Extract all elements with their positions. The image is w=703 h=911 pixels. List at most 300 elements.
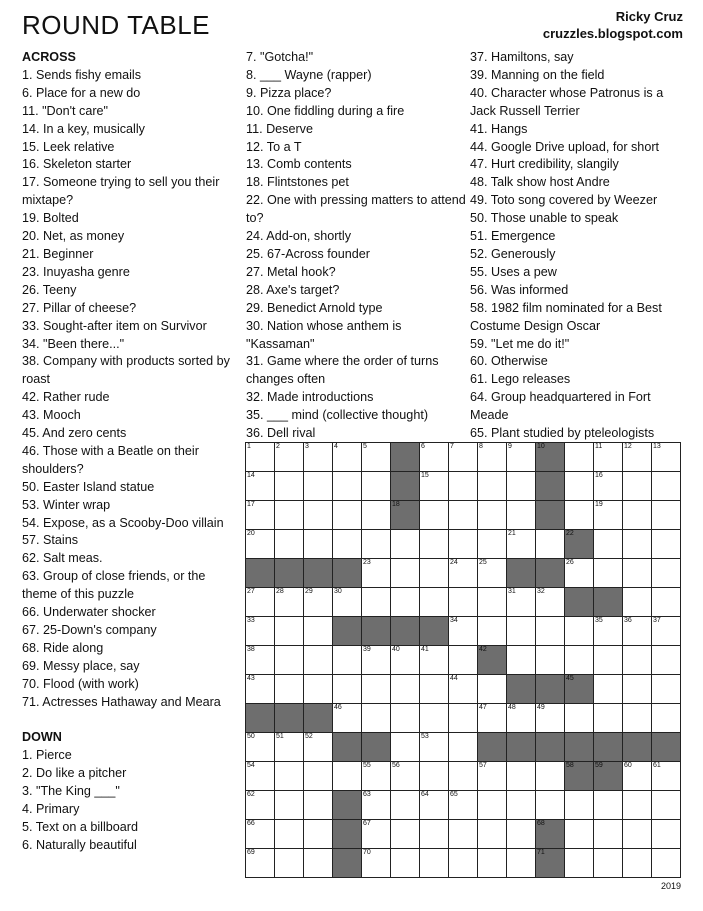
- grid-cell[interactable]: [652, 501, 681, 530]
- grid-block: [333, 849, 362, 878]
- grid-cell[interactable]: [391, 559, 420, 588]
- grid-cell[interactable]: [304, 791, 333, 820]
- grid-cell[interactable]: [333, 675, 362, 704]
- grid-cell[interactable]: [623, 762, 652, 791]
- grid-cell[interactable]: [449, 501, 478, 530]
- grid-cell[interactable]: [652, 704, 681, 733]
- cell-number: 44: [450, 675, 458, 682]
- grid-cell[interactable]: [362, 762, 391, 791]
- grid-cell[interactable]: [420, 791, 449, 820]
- grid-cell[interactable]: [594, 443, 623, 472]
- grid-cell[interactable]: [478, 530, 507, 559]
- grid-cell[interactable]: [478, 820, 507, 849]
- grid-block: [333, 820, 362, 849]
- grid-cell[interactable]: [449, 646, 478, 675]
- grid-block: [536, 849, 565, 878]
- grid-cell[interactable]: [478, 443, 507, 472]
- grid-cell[interactable]: [507, 530, 536, 559]
- cell-number: 49: [537, 704, 545, 711]
- cell-number: 10: [537, 443, 545, 450]
- clue: 26. Teeny: [22, 282, 77, 297]
- clue: 9. Pizza place?: [246, 85, 332, 100]
- grid-cell[interactable]: [623, 820, 652, 849]
- clue: 60. Otherwise: [470, 354, 548, 369]
- cell-number: 70: [363, 849, 371, 856]
- grid-cell[interactable]: [246, 530, 275, 559]
- cell-number: 67: [363, 820, 371, 827]
- clue: 16. Skeleton starter: [22, 157, 132, 172]
- grid-cell[interactable]: [623, 617, 652, 646]
- grid-cell[interactable]: [304, 443, 333, 472]
- grid-block: [362, 733, 391, 762]
- grid-cell[interactable]: [478, 762, 507, 791]
- clue: 28. Axe's target?: [246, 282, 340, 297]
- grid-cell[interactable]: [565, 559, 594, 588]
- grid-cell[interactable]: [565, 791, 594, 820]
- cell-number: 51: [276, 733, 284, 740]
- grid-cell[interactable]: [507, 704, 536, 733]
- grid-block: [507, 675, 536, 704]
- grid-cell[interactable]: [420, 443, 449, 472]
- grid-cell[interactable]: [362, 675, 391, 704]
- grid-block: [391, 472, 420, 501]
- grid-cell[interactable]: [507, 762, 536, 791]
- cell-number: 33: [247, 617, 255, 624]
- grid-cell[interactable]: [391, 791, 420, 820]
- clue: 49. Toto song covered by Weezer: [470, 193, 658, 208]
- grid-cell[interactable]: [449, 675, 478, 704]
- clue: 27. Pillar of cheese?: [22, 300, 137, 315]
- grid-cell[interactable]: [275, 849, 304, 878]
- grid-cell[interactable]: [449, 617, 478, 646]
- grid-cell[interactable]: [333, 501, 362, 530]
- grid-cell[interactable]: [594, 559, 623, 588]
- clue: 56. Was informed: [470, 282, 569, 297]
- cell-number: 15: [421, 472, 429, 479]
- grid-cell[interactable]: [507, 501, 536, 530]
- grid-cell[interactable]: [507, 472, 536, 501]
- grid-cell[interactable]: [246, 588, 275, 617]
- grid-block: [275, 559, 304, 588]
- cell-number: 42: [479, 646, 487, 653]
- grid-cell[interactable]: [391, 646, 420, 675]
- grid-block: [246, 704, 275, 733]
- grid-cell[interactable]: [246, 762, 275, 791]
- grid-cell[interactable]: [623, 704, 652, 733]
- grid-cell[interactable]: [391, 849, 420, 878]
- grid-cell[interactable]: [565, 646, 594, 675]
- clue: 39. Manning on the field: [470, 67, 605, 82]
- grid-cell[interactable]: [333, 762, 362, 791]
- clue: 38. Company with products sorted by roast: [22, 354, 230, 387]
- grid-cell[interactable]: [304, 472, 333, 501]
- grid-cell[interactable]: [304, 530, 333, 559]
- grid-cell[interactable]: [449, 443, 478, 472]
- grid-cell[interactable]: [449, 762, 478, 791]
- grid-cell[interactable]: [652, 646, 681, 675]
- grid-cell[interactable]: [536, 704, 565, 733]
- grid-cell[interactable]: [623, 791, 652, 820]
- grid-cell[interactable]: [623, 646, 652, 675]
- grid-cell[interactable]: [478, 559, 507, 588]
- grid-cell[interactable]: [275, 472, 304, 501]
- grid-cell[interactable]: [362, 791, 391, 820]
- grid-cell[interactable]: [246, 443, 275, 472]
- cell-number: 64: [421, 791, 429, 798]
- grid-cell[interactable]: [420, 675, 449, 704]
- author-name: Ricky Cruz: [615, 9, 683, 24]
- grid-cell[interactable]: [304, 762, 333, 791]
- clue: 15. Leek relative: [22, 139, 115, 154]
- clue: 22. One with pressing matters to attend to?: [246, 193, 466, 226]
- grid-cell[interactable]: [478, 849, 507, 878]
- grid-cell[interactable]: [478, 617, 507, 646]
- clue: 14. In a key, musically: [22, 121, 145, 136]
- grid-cell[interactable]: [391, 588, 420, 617]
- clue: 62. Salt meas.: [22, 551, 103, 566]
- clue: 57. Stains: [22, 533, 79, 548]
- grid-cell[interactable]: [623, 443, 652, 472]
- clue: 37. Hamiltons, say: [470, 50, 574, 64]
- cell-number: 23: [363, 559, 371, 566]
- clue: 17. Someone trying to sell you their mixtape?: [22, 175, 220, 208]
- grid-cell[interactable]: [507, 617, 536, 646]
- grid-cell[interactable]: [536, 791, 565, 820]
- grid-cell[interactable]: [420, 646, 449, 675]
- cell-number: 60: [624, 762, 632, 769]
- cell-number: 28: [276, 588, 284, 595]
- grid-cell[interactable]: [391, 530, 420, 559]
- clue: 40. Character whose Patronus is a Jack Russell Terrier: [470, 85, 664, 118]
- grid-cell[interactable]: [362, 820, 391, 849]
- grid-cell[interactable]: [362, 646, 391, 675]
- grid-cell[interactable]: [304, 501, 333, 530]
- grid-cell[interactable]: [275, 588, 304, 617]
- grid-cell[interactable]: [420, 704, 449, 733]
- grid-cell[interactable]: [536, 617, 565, 646]
- clue: 21. Beginner: [22, 246, 94, 261]
- clue: 6. Naturally beautiful: [22, 837, 137, 852]
- grid-cell[interactable]: [565, 849, 594, 878]
- copyright-year: 2019: [660, 881, 681, 891]
- grid-cell[interactable]: [246, 617, 275, 646]
- grid-cell[interactable]: [449, 588, 478, 617]
- clue: 4. Primary: [22, 802, 80, 817]
- grid-cell[interactable]: [275, 443, 304, 472]
- clue: 1. Pierce: [22, 748, 72, 763]
- grid-cell[interactable]: [652, 530, 681, 559]
- grid-cell[interactable]: [362, 704, 391, 733]
- grid-cell[interactable]: [246, 791, 275, 820]
- clue: 19. Bolted: [22, 211, 79, 226]
- grid-cell[interactable]: [333, 443, 362, 472]
- clue: 45. And zero cents: [22, 426, 127, 441]
- grid-cell[interactable]: [652, 762, 681, 791]
- grid-block: [478, 733, 507, 762]
- down-heading: DOWN: [22, 730, 62, 745]
- cell-number: 62: [247, 791, 255, 798]
- grid-block: [478, 646, 507, 675]
- cell-number: 52: [305, 733, 313, 740]
- grid-cell[interactable]: [507, 443, 536, 472]
- grid-cell[interactable]: [391, 675, 420, 704]
- grid-cell[interactable]: [420, 588, 449, 617]
- grid-cell[interactable]: [275, 791, 304, 820]
- grid-cell[interactable]: [507, 791, 536, 820]
- grid-cell[interactable]: [652, 559, 681, 588]
- grid-cell[interactable]: [275, 675, 304, 704]
- grid-cell[interactable]: [362, 588, 391, 617]
- grid-cell[interactable]: [275, 733, 304, 762]
- grid-cell[interactable]: [275, 501, 304, 530]
- grid-cell[interactable]: [536, 646, 565, 675]
- grid-cell[interactable]: [565, 704, 594, 733]
- grid-cell[interactable]: [594, 849, 623, 878]
- grid-cell[interactable]: [623, 472, 652, 501]
- clue: 54. Expose, as a Scooby-Doo villain: [22, 515, 224, 530]
- clue: 20. Net, as money: [22, 229, 125, 244]
- grid-cell[interactable]: [246, 675, 275, 704]
- grid-cell[interactable]: [275, 530, 304, 559]
- cell-number: 12: [624, 443, 632, 450]
- cell-number: 63: [363, 791, 371, 798]
- grid-cell[interactable]: [362, 559, 391, 588]
- clue: 8. ___ Wayne (rapper): [246, 67, 372, 82]
- cell-number: 13: [653, 443, 661, 450]
- cell-number: 38: [247, 646, 255, 653]
- cell-number: 55: [363, 762, 371, 769]
- grid-cell[interactable]: [478, 704, 507, 733]
- cell-number: 18: [392, 501, 400, 508]
- grid-cell[interactable]: [275, 646, 304, 675]
- grid-cell[interactable]: [275, 820, 304, 849]
- grid-cell[interactable]: [362, 849, 391, 878]
- grid-cell[interactable]: [246, 646, 275, 675]
- grid-cell[interactable]: [362, 501, 391, 530]
- grid-cell[interactable]: [246, 849, 275, 878]
- grid-cell[interactable]: [304, 646, 333, 675]
- grid-cell[interactable]: [449, 791, 478, 820]
- grid-cell[interactable]: [449, 849, 478, 878]
- grid-cell[interactable]: [623, 588, 652, 617]
- grid-cell[interactable]: [478, 791, 507, 820]
- grid-cell[interactable]: [536, 530, 565, 559]
- grid-cell[interactable]: [391, 820, 420, 849]
- grid-cell[interactable]: [333, 704, 362, 733]
- grid-cell[interactable]: [652, 588, 681, 617]
- clue: 35. ___ mind (collective thought): [246, 408, 429, 423]
- grid-cell[interactable]: [246, 472, 275, 501]
- grid-block: [594, 733, 623, 762]
- cell-number: 31: [508, 588, 516, 595]
- clue: 30. Nation whose anthem is "Kassaman": [246, 318, 402, 351]
- cell-number: 1: [247, 443, 251, 450]
- grid-cell[interactable]: [420, 530, 449, 559]
- grid-cell[interactable]: [333, 588, 362, 617]
- grid-cell[interactable]: [333, 646, 362, 675]
- grid-cell[interactable]: [420, 733, 449, 762]
- grid-cell[interactable]: [391, 762, 420, 791]
- grid-cell[interactable]: [362, 472, 391, 501]
- grid-cell[interactable]: [246, 820, 275, 849]
- grid-cell[interactable]: [565, 501, 594, 530]
- grid-cell[interactable]: [594, 472, 623, 501]
- cell-number: 65: [450, 791, 458, 798]
- cell-number: 48: [508, 704, 516, 711]
- grid-cell[interactable]: [420, 559, 449, 588]
- grid-cell[interactable]: [478, 501, 507, 530]
- grid-cell[interactable]: [391, 704, 420, 733]
- grid-cell[interactable]: [594, 501, 623, 530]
- cell-number: 3: [305, 443, 309, 450]
- grid-cell[interactable]: [304, 733, 333, 762]
- grid-cell[interactable]: [449, 820, 478, 849]
- across-clue-list: [22, 67, 240, 712]
- grid-cell[interactable]: [275, 762, 304, 791]
- grid-cell[interactable]: [536, 588, 565, 617]
- grid-cell[interactable]: [594, 646, 623, 675]
- grid-block: [652, 733, 681, 762]
- grid-block: [536, 443, 565, 472]
- spacer: [22, 712, 240, 730]
- grid-cell[interactable]: [333, 530, 362, 559]
- grid-cell[interactable]: [391, 733, 420, 762]
- grid-cell[interactable]: [623, 849, 652, 878]
- grid-cell[interactable]: [420, 762, 449, 791]
- clue: 23. Inuyasha genre: [22, 264, 130, 279]
- grid-cell[interactable]: [507, 849, 536, 878]
- grid-cell[interactable]: [652, 791, 681, 820]
- clue: 29. Benedict Arnold type: [246, 300, 383, 315]
- grid-cell[interactable]: [652, 849, 681, 878]
- grid-cell[interactable]: [362, 530, 391, 559]
- grid-block: [536, 472, 565, 501]
- grid-cell[interactable]: [652, 675, 681, 704]
- grid-cell[interactable]: [420, 501, 449, 530]
- cell-number: 69: [247, 849, 255, 856]
- grid-cell[interactable]: [246, 501, 275, 530]
- cell-number: 58: [566, 762, 574, 769]
- grid-cell[interactable]: [565, 472, 594, 501]
- grid-cell[interactable]: [420, 472, 449, 501]
- cell-number: 25: [479, 559, 487, 566]
- clue: 2. Do like a pitcher: [22, 766, 127, 781]
- grid-cell[interactable]: [449, 704, 478, 733]
- clue: 67. 25-Down's company: [22, 623, 157, 637]
- grid-cell[interactable]: [536, 762, 565, 791]
- grid-cell[interactable]: [478, 588, 507, 617]
- clues-column-2: [246, 49, 468, 443]
- cell-number: 66: [247, 820, 255, 827]
- grid-cell[interactable]: [623, 559, 652, 588]
- grid-cell[interactable]: [304, 675, 333, 704]
- grid-cell[interactable]: [623, 675, 652, 704]
- clue: 43. Mooch: [22, 408, 81, 423]
- grid-cell[interactable]: [275, 617, 304, 646]
- website: cruzzles.blogspot.com: [542, 26, 683, 41]
- grid-cell[interactable]: [594, 617, 623, 646]
- clue: 5. Text on a billboard: [22, 819, 138, 834]
- clue: 6. Place for a new do: [22, 85, 141, 100]
- cell-number: 40: [392, 646, 400, 653]
- grid-cell[interactable]: [246, 733, 275, 762]
- grid-cell[interactable]: [594, 530, 623, 559]
- clue: 68. Ride along: [22, 640, 104, 655]
- grid-cell[interactable]: [652, 617, 681, 646]
- clues-column-1: [22, 49, 240, 855]
- grid-cell[interactable]: [652, 443, 681, 472]
- grid-cell[interactable]: [304, 849, 333, 878]
- grid-cell[interactable]: [449, 530, 478, 559]
- grid-cell[interactable]: [304, 588, 333, 617]
- grid-cell[interactable]: [478, 472, 507, 501]
- puzzle-title: ROUND TABLE: [22, 10, 211, 40]
- grid-cell[interactable]: [594, 791, 623, 820]
- cell-number: 47: [479, 704, 487, 711]
- grid-cell[interactable]: [449, 733, 478, 762]
- grid-block: [536, 820, 565, 849]
- cell-number: 57: [479, 762, 487, 769]
- grid-cell[interactable]: [478, 675, 507, 704]
- cell-number: 24: [450, 559, 458, 566]
- grid-cell[interactable]: [594, 704, 623, 733]
- grid-cell[interactable]: [507, 588, 536, 617]
- clue: 10. One fiddling during a fire: [246, 103, 405, 118]
- clue: 65. Plant studied by pteleologists: [470, 426, 655, 441]
- grid-cell[interactable]: [623, 530, 652, 559]
- clue: 3. "The King ___": [22, 784, 120, 799]
- clue: 55. Uses a pew: [470, 264, 557, 279]
- grid-cell[interactable]: [362, 443, 391, 472]
- clue: 46. Those with a Beatle on their shoulders?: [22, 443, 199, 476]
- grid-cell[interactable]: [652, 472, 681, 501]
- clue: 33. Sought-after item on Survivor: [22, 318, 207, 333]
- grid-block: [507, 733, 536, 762]
- clue: 12. To a T: [246, 139, 302, 154]
- grid-block: [333, 791, 362, 820]
- grid-block: [246, 559, 275, 588]
- grid-cell[interactable]: [449, 559, 478, 588]
- grid-block: [333, 617, 362, 646]
- clue: 44. Google Drive upload, for short: [470, 139, 660, 154]
- grid-block: [536, 675, 565, 704]
- clue: 51. Emergence: [470, 229, 556, 244]
- grid-cell[interactable]: [420, 849, 449, 878]
- grid-cell[interactable]: [565, 820, 594, 849]
- grid-cell[interactable]: [565, 443, 594, 472]
- crossword-grid[interactable]: [245, 442, 681, 878]
- grid-cell[interactable]: [449, 472, 478, 501]
- grid-cell[interactable]: [652, 820, 681, 849]
- grid-cell[interactable]: [304, 820, 333, 849]
- grid-block: [507, 559, 536, 588]
- grid-cell[interactable]: [420, 820, 449, 849]
- grid-cell[interactable]: [304, 617, 333, 646]
- grid-cell[interactable]: [333, 472, 362, 501]
- grid-cell[interactable]: [565, 617, 594, 646]
- grid-cell[interactable]: [594, 820, 623, 849]
- cell-number: 68: [537, 820, 545, 827]
- grid-cell[interactable]: [623, 501, 652, 530]
- down-clue-list: [22, 747, 240, 854]
- grid-block: [536, 559, 565, 588]
- grid-cell[interactable]: [594, 675, 623, 704]
- clue: 70. Flood (with work): [22, 676, 139, 691]
- clue: 58. 1982 film nominated for a Best Costume Design Oscar: [470, 300, 662, 333]
- grid-cell[interactable]: [507, 820, 536, 849]
- clue: 34. "Been there...": [22, 336, 125, 351]
- grid-cell[interactable]: [507, 646, 536, 675]
